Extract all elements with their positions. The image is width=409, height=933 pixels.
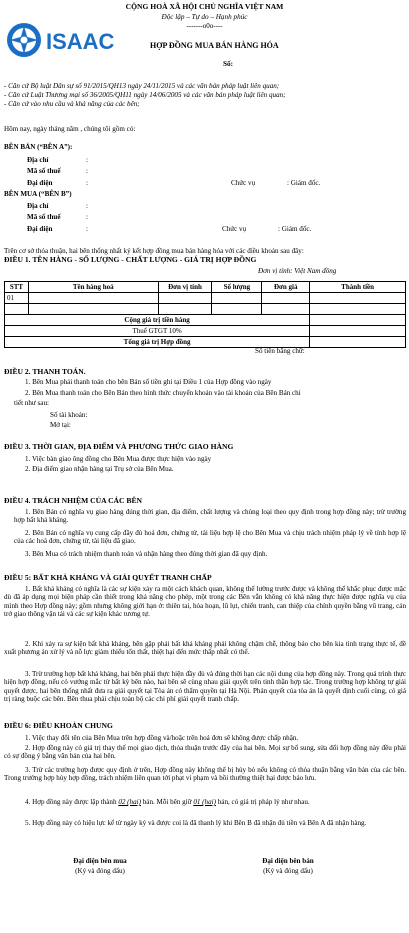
article-4-title: ĐIỀU 4. TRÁCH NHIỆM CỦA CÁC BÊN <box>4 496 143 505</box>
party-b-rep-colon: : <box>86 225 88 233</box>
col-header-unit: Đơn vị tính <box>158 282 212 293</box>
article-3-p2: 2. Địa điểm giao nhận hàng tại Trụ sở của Bên Mua. <box>25 465 174 473</box>
party-b-address-colon: : <box>86 202 88 210</box>
col-header-name: Tên hàng hoá <box>28 282 158 293</box>
today-line: Hôm nay, ngày tháng năm , chúng tôi gồm có: <box>4 125 136 133</box>
row-unit <box>158 304 212 315</box>
col-header-qty: Số lượng <box>212 282 262 293</box>
agreement-intro: Trên cơ sở thỏa thuận, hai bên thống nhất ký kết hợp đồng mua bán hàng hóa với các điều khoản sau đây: <box>4 247 304 255</box>
goods-table <box>4 281 406 348</box>
article-4-p3: 3. Bên Mua có trách nhiệm thanh toán và nhận hàng theo đúng thời gian đã quy định. <box>25 550 268 558</box>
article-2-p2a: 2. Bên Mua thanh toán cho Bên Bán theo hình thức chuyển khoản vào tài khoản của Bên Bán chi <box>25 389 301 397</box>
party-b-tax-label: Mã số thuế <box>27 213 61 221</box>
article-6-p4-copies: 02 (hai) <box>118 798 141 806</box>
col-header-amount: Thành tiền <box>310 282 406 293</box>
row-unit <box>158 293 212 304</box>
row-name <box>28 293 158 304</box>
party-b-rep-label: Đại diện <box>27 225 53 233</box>
article-6-p4-a: 4. Hợp đồng này được lập thành <box>25 798 119 806</box>
account-number-label: Số tài khoản: <box>50 411 88 419</box>
article-5-p3: 3. Trừ trường hợp bất khả kháng, hai bên phải thực hiện đầy đủ và đúng thời hạn các nội dung của hợp đồng này. Trong quá trình thực hiện hợp đồng, nếu có vướng mắc từ bất kỳ bên nào, hai bên sẽ cùng nhau giải quyết trên tinh thần hợp tác. Trong trường hợp không tự giải quyết được, hai bên thống nhất đưa ra giải quyết tại Tòa án có thẩm quyền tại Hà Nội. Phán quyết của tòa án là quyết định cuối cùng, có giá trị ràng buộc các bên. Bên thua phải chịu toàn bộ các chi phí giải quyết tranh chấp. <box>4 670 406 704</box>
row-amount <box>310 304 406 315</box>
article-6-p3: 3. Trừ các trường hợp được quy định ở trên, Hợp đồng này không thể bị hủy bỏ nếu không có thỏa thuận bằng văn bản của các bên. Trong trường hợp hủy hợp đồng, trách nhiệm liên quan tới phạt vi phạm và bồi thường thiệt hại được bảo lưu. <box>4 766 406 783</box>
amount-in-words: Số tiền bằng chữ: <box>255 347 305 355</box>
party-b-position-label: Chức vụ <box>222 225 247 233</box>
legal-basis-3: - Căn cứ vào nhu cầu và khả năng của các bên; <box>4 100 140 108</box>
article-2-title: ĐIỀU 2. THANH TOÁN. <box>4 367 86 376</box>
table-row <box>5 293 406 304</box>
isaac-logo <box>4 20 136 62</box>
bank-label: Mở tại: <box>50 421 71 429</box>
row-price <box>262 304 310 315</box>
row-qty <box>212 293 262 304</box>
party-b-position-value: : Giám đốc. <box>278 225 312 233</box>
party-a-rep-label: Đại diện <box>27 179 53 187</box>
party-a-tax-label: Mã số thuế <box>27 167 61 175</box>
article-5-p1: 1. Bất khả kháng có nghĩa là các sự kiện xảy ra một cách khách quan, không thể lường trước được và không thể khắc phục được mặc dù đã áp dụng mọi biện pháp cần thiết trong khả năng cho phép, một trong các Bên vẫn không có khả năng thực hiện được nghĩa vụ của mình theo Hợp đồng này; gồm nhưng không giới hạn ở: thiên tai, hỏa hoạn, lũ lụt, chiến tranh, can thiệp của chính quyền bằng vũ trang, cản trở giao thông vận tải và các sự kiện khác tương tự. <box>4 585 406 619</box>
subtotal-value <box>310 315 406 326</box>
buyer-signature-note: (Ký và đóng dấu) <box>75 867 125 875</box>
article-5-title: ĐIỀU 5: BẤT KHẢ KHÁNG VÀ GIẢI QUYẾT TRANH CHẤP <box>4 573 212 582</box>
row-stt <box>5 304 29 315</box>
total-label: Tổng giá trị Hợp đồng <box>5 337 310 348</box>
party-a-position-label: Chức vụ <box>231 179 256 187</box>
subtotal-label: Cộng giá trị tiền hàng <box>5 315 310 326</box>
row-price <box>262 293 310 304</box>
article-3-p1: 1. Việc bàn giao ông đồng cho Bên Mua được thực hiện vào ngày <box>25 455 212 463</box>
article-6-p5: 5. Hợp đồng này có hiệu lực kể từ ngày ký và được coi là đã thanh lý khi Bên B đã nhận đủ tiền và Bên A đã nhận hàng. <box>25 819 367 827</box>
article-6-title: ĐIỀU 6: ĐIỀU KHOẢN CHUNG <box>4 721 113 730</box>
article-6-p2: 2. Hợp đồng này có giá trị thay thế mọi giao dịch, thỏa thuận trước đây của hai bên. Mọi sự bổ sung, sửa đổi hợp đồng này đều phải có sự đồng ý bằng văn bản của hai bên. <box>4 744 406 761</box>
article-5-p2: 2. Khi xảy ra sự kiện bất khả kháng, bên gặp phải bất khả kháng phải không chậm chễ, thông báo cho bên kia tình trạng thực tế, đề xuất phương án xử lý và nỗ lực giảm thiểu tổn thất, thiệt hại đến mức thấp nhất có thể. <box>4 640 406 657</box>
col-header-stt: STT <box>5 282 29 293</box>
seller-signature-note: (Ký và đóng dấu) <box>263 867 313 875</box>
total-row <box>5 337 406 348</box>
party-b-title: BÊN MUA (“BÊN B”) <box>4 190 72 198</box>
party-a-position-value: : Giám đốc. <box>287 179 321 187</box>
currency-unit: Đơn vị tính: Việt Nam đồng <box>258 267 337 275</box>
party-a-title: BÊN BÁN (“BÊN A”): <box>4 143 73 151</box>
party-a-rep-colon: : <box>86 179 88 187</box>
party-a-address-colon: : <box>86 156 88 164</box>
isaac-logo-icon <box>4 20 136 62</box>
legal-basis-2: - Căn cứ Luật Thương mại số 36/2005/QH11 ngày 14/06/2005 và các văn bản pháp luật liên quan; <box>4 91 286 99</box>
header-separator: -------o0o---- <box>186 22 223 30</box>
total-value <box>310 337 406 348</box>
article-6-p4-c: bản. Mỗi bên giữ <box>140 798 194 806</box>
article-3-title: ĐIỀU 3. THỜI GIAN, ĐỊA ĐIỂM VÀ PHƯƠNG THỨC GIAO HÀNG <box>4 442 234 451</box>
party-a-tax-colon: : <box>86 167 88 175</box>
seller-signature-title: Đại diện bên bán <box>262 857 314 865</box>
party-b-address-label: Địa chỉ <box>27 202 49 210</box>
row-name <box>28 304 158 315</box>
table-row <box>5 304 406 315</box>
vat-row <box>5 326 406 337</box>
table-header-row <box>5 282 406 293</box>
logo-text: ISAAC <box>46 29 115 54</box>
article-6-p4-each: 01 (hai) <box>193 798 216 806</box>
article-6-p4-e: bản, có giá trị pháp lý như nhau. <box>215 798 310 806</box>
article-2-p1: 1. Bên Mua phải thanh toán cho bên Bán số tiền ghi tại Điều 1 của Hợp đồng vào ngày <box>25 378 272 386</box>
col-header-price: Đơn giá <box>262 282 310 293</box>
row-amount <box>310 293 406 304</box>
vat-label: Thuế GTGT 10% <box>5 326 310 337</box>
party-b-tax-colon: : <box>86 213 88 221</box>
nation-heading: CỘNG HOÀ XÃ HỘI CHỦ NGHĨA VIỆT NAM <box>125 2 284 11</box>
row-stt: 01 <box>5 293 29 304</box>
article-4-p1: 1. Bên Bán có nghĩa vụ giao hàng đúng thời gian, địa điểm, chất lượng và chủng loại theo quy định trong hợp đồng này; trừ trường hợp bất khả kháng. <box>14 508 406 525</box>
vat-value <box>310 326 406 337</box>
article-6-p1: 1. Việc thay đổi tên của Bên Mua trên hợp đồng và/hoặc trên hoá đơn sẽ không được chấp nhận. <box>25 734 299 742</box>
contract-number-label: Số: <box>223 60 233 68</box>
article-4-p2: 2. Bên Bán có nghĩa vụ cung cấp đầy đủ hoá đơn, chứng từ, tài liệu hợp lệ cho Bên Mua và chịu trách nhiệm pháp lý về tính hợp lệ của các hoá đơn, chứng từ, tài liệu đã giao. <box>14 529 406 546</box>
contract-title: HỢP ĐỒNG MUA BÁN HÀNG HÓA <box>150 41 279 50</box>
article-2-p2b: tiết như sau: <box>14 399 49 407</box>
buyer-signature-title: Đại diện bên mua <box>73 857 127 865</box>
party-a-address-label: Địa chỉ <box>27 156 49 164</box>
motto: Độc lập – Tự do – Hạnh phúc <box>161 13 248 21</box>
article-1-title: ĐIỀU 1. TÊN HÀNG - SỐ LƯỢNG - CHẤT LƯỢNG - GIÁ TRỊ HỢP ĐỒNG <box>4 255 257 264</box>
subtotal-row <box>5 315 406 326</box>
row-qty <box>212 304 262 315</box>
legal-basis-1: - Căn cứ Bộ luật Dân sự số 91/2015/QH13 ngày 24/11/2015 và các văn bản pháp luật liên quan; <box>4 82 280 90</box>
article-6-p4 <box>4 798 406 806</box>
